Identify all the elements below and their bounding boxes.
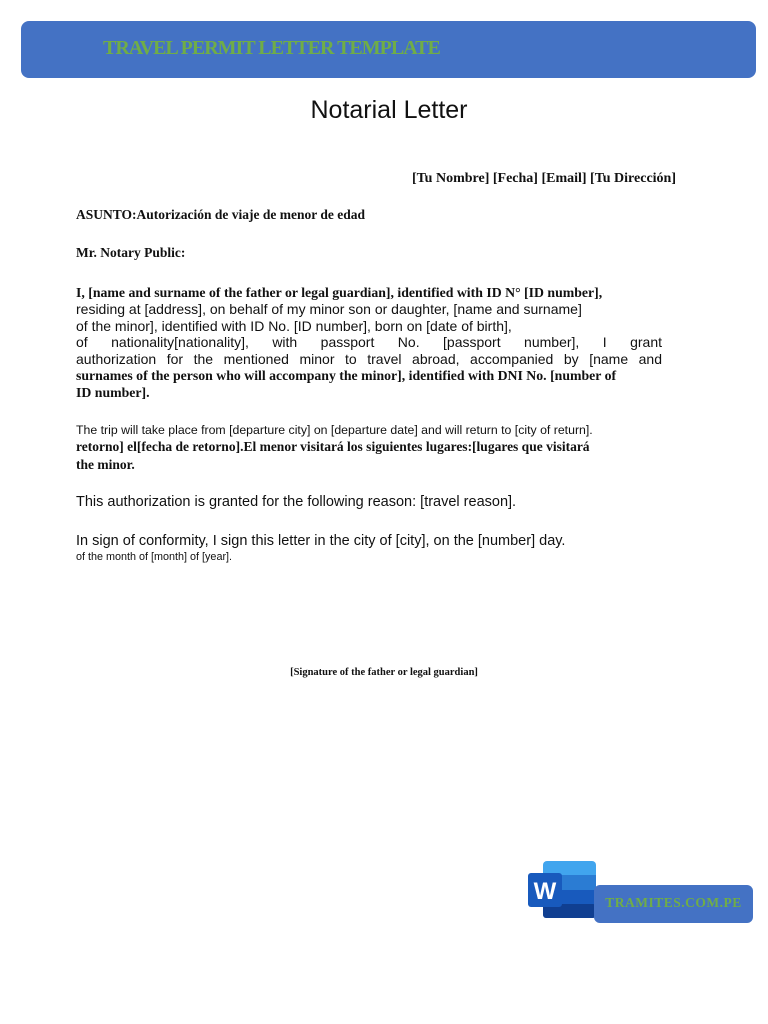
paragraph-line: surnames of the person who will accompany the minor], identified with DNI No. [number of xyxy=(76,368,617,384)
paragraph-line: authorization for the mentioned minor to travel abroad, accompanied by [name and xyxy=(76,350,662,367)
paragraph-line: residing at [address], on behalf of my minor son or daughter, [name and surname] xyxy=(76,301,582,317)
authorization-paragraph xyxy=(76,284,662,401)
word-icon-letter: W xyxy=(533,878,557,905)
reason-line: This authorization is granted for the following reason: [travel reason]. xyxy=(76,494,517,510)
word-icon xyxy=(527,860,597,920)
paragraph-line: The trip will take place from [departure city] on [departure date] and will return to [city of return]. xyxy=(76,423,593,437)
paragraph-line: ID number]. xyxy=(76,385,150,401)
conformity-line: In sign of conformity, I sign this letter in the city of [city], on the [number] day. xyxy=(76,533,566,549)
paragraph-line: I, [name and surname of the father or legal guardian], identified with ID N° [ID number], xyxy=(76,285,603,300)
footer-site-label: TRAMITES.COM.PE xyxy=(605,895,742,910)
paragraph-line: of the minor], identified with ID No. [ID number], born on [date of birth], xyxy=(76,317,512,334)
signature-line: [Signature of the father or legal guardian] xyxy=(290,667,478,678)
header-title: TRAVEL PERMIT LETTER TEMPLATE xyxy=(103,37,440,59)
paragraph-line: the minor. xyxy=(76,456,135,472)
paragraph-line: retorno] el[fecha de retorno].El menor visitará los siguientes lugares:[lugares que visitará xyxy=(76,439,590,454)
greeting: Mr. Notary Public: xyxy=(76,245,186,260)
conformity-date-line: of the month of [month] of [year]. xyxy=(76,551,233,563)
subject-line: ASUNTO:Autorización de viaje de menor de edad xyxy=(76,207,365,222)
paragraph-line: of nationality[nationality], with passport No. [passport number], I grant xyxy=(76,334,662,351)
document-title: Notarial Letter xyxy=(310,96,468,124)
sender-line: [Tu Nombre] [Fecha] [Email] [Tu Dirección] xyxy=(411,171,676,186)
trip-paragraph xyxy=(76,422,662,473)
